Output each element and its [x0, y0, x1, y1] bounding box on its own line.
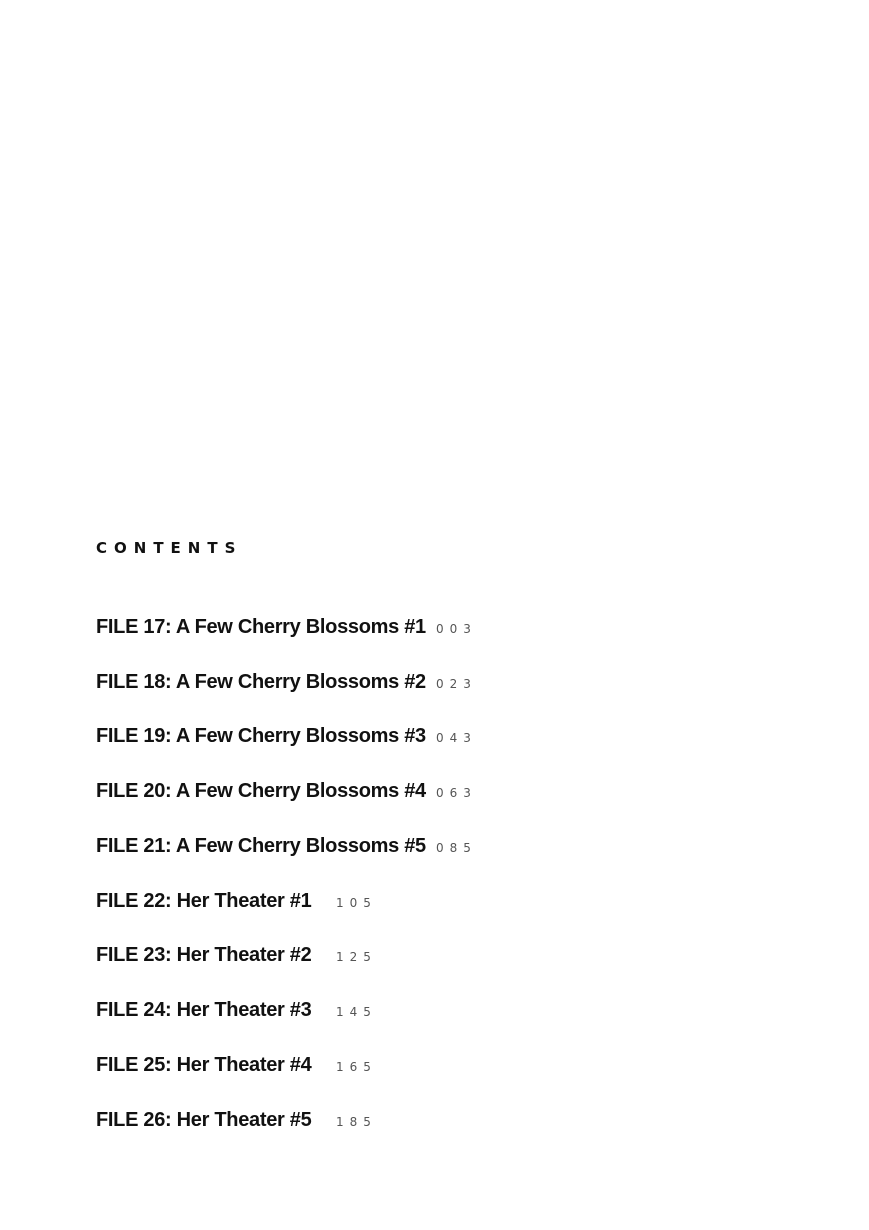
toc-entry-title: FILE 26: Her Theater #5: [96, 1109, 312, 1131]
toc-entry-title: FILE 24: Her Theater #3: [96, 999, 312, 1021]
toc-entry[interactable]: [96, 667, 816, 697]
toc-entry[interactable]: [96, 721, 816, 751]
contents-heading-text: CONTENTS: [96, 539, 243, 557]
toc-entry-title: FILE 19: A Few Cherry Blossoms #3: [96, 725, 426, 747]
toc-entry-page: 003: [436, 622, 477, 636]
toc-entry-title: FILE 17: A Few Cherry Blossoms #1: [96, 616, 426, 638]
toc-entry-title: FILE 22: Her Theater #1: [96, 890, 312, 912]
toc-entry-page: 125: [336, 950, 377, 964]
toc-entry[interactable]: [96, 886, 816, 916]
contents-heading: [96, 538, 242, 558]
toc-entry-title: FILE 21: A Few Cherry Blossoms #5: [96, 835, 426, 857]
toc-entry-title: FILE 20: A Few Cherry Blossoms #4: [96, 780, 426, 802]
toc-entry-page: 105: [336, 896, 377, 910]
toc-entry-title: FILE 25: Her Theater #4: [96, 1054, 312, 1076]
toc-entry[interactable]: [96, 612, 816, 642]
toc-entry[interactable]: [96, 940, 816, 970]
toc-entry-page: 085: [436, 841, 477, 855]
toc-entry[interactable]: [96, 1105, 816, 1135]
toc-entry-title: FILE 23: Her Theater #2: [96, 944, 312, 966]
toc-entry[interactable]: [96, 1050, 816, 1080]
toc-entry-page: 145: [336, 1005, 377, 1019]
toc-entry-title: FILE 18: A Few Cherry Blossoms #2: [96, 671, 426, 693]
toc-entry-page: 165: [336, 1060, 377, 1074]
toc-entry-page: 043: [436, 731, 477, 745]
toc-entry-page: 063: [436, 786, 477, 800]
toc-entry-page: 023: [436, 677, 477, 691]
toc-entry[interactable]: [96, 995, 816, 1025]
toc-entry[interactable]: [96, 776, 816, 806]
toc-entry[interactable]: [96, 831, 816, 861]
toc-entry-page: 185: [336, 1115, 377, 1129]
table-of-contents: [96, 612, 816, 1172]
